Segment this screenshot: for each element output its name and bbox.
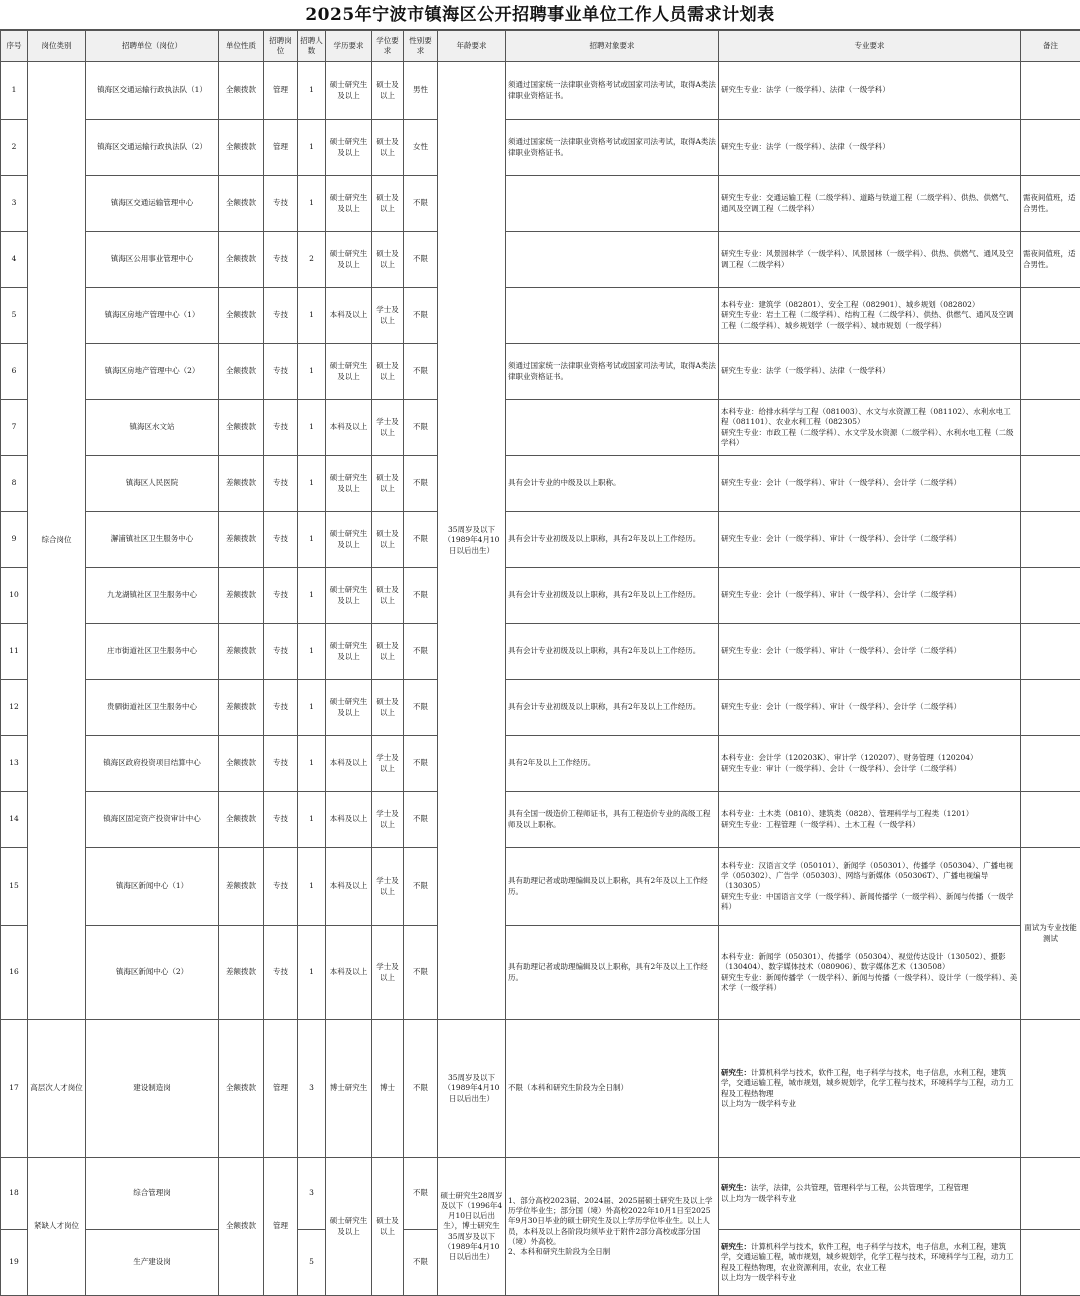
major-cell: 本科专业：会计学（120203K）、审计学（120207）、财务管理（120204） 研究生专业：审计（一级学科）、会计（一级学科）、会计学（二级学科） <box>719 736 1021 792</box>
table-row <box>1 624 1080 680</box>
table-row <box>1 848 1080 926</box>
header-cell: 年龄要求 <box>438 31 506 62</box>
remark-cell <box>1021 120 1080 176</box>
remark-cell <box>1021 512 1080 568</box>
count-cell: 3 <box>298 1020 326 1158</box>
table-row <box>1 176 1080 232</box>
header-cell: 单位性质 <box>219 31 264 62</box>
requirement-cell <box>506 232 719 288</box>
major-cell: 研究生专业：法学（一级学科）、法律（一级学科） <box>719 344 1021 400</box>
table-row <box>1 344 1080 400</box>
remark-cell <box>1021 736 1080 792</box>
education-cell: 硕士研究生及以上 <box>326 62 372 120</box>
header-cell: 序号 <box>1 31 28 62</box>
degree-cell: 硕士及以上 <box>372 456 404 512</box>
row-number: 5 <box>1 288 28 344</box>
major-cell: 研究生专业：会计（一级学科）、审计（一级学科）、会计学（二级学科） <box>719 624 1021 680</box>
degree-cell: 学士及以上 <box>372 926 404 1020</box>
row-number: 13 <box>1 736 28 792</box>
header-cell: 招聘对象要求 <box>506 31 719 62</box>
row-number: 1 <box>1 62 28 120</box>
category-cell: 高层次人才岗位 <box>28 1020 86 1158</box>
count-cell: 1 <box>298 400 326 456</box>
gender-cell: 不限 <box>404 512 438 568</box>
education-cell: 硕士研究生及以上 <box>326 624 372 680</box>
degree-cell: 硕士及以上 <box>372 120 404 176</box>
major-cell: 本科专业：汉语言文学（050101）、新闻学（050301）、传播学（050304）、广播电视学（050302）、广告学（050303）、网络与新媒体（050306T）、广播电视编导（130305） 研究生专业：中国语言文学（一级学科）、新闻传播学（一级学科）、新闻与传播（一级学科） <box>719 848 1021 926</box>
unit-cell: 澥浦镇社区卫生服务中心 <box>86 512 219 568</box>
degree-cell: 硕士及以上 <box>372 512 404 568</box>
nature-cell: 差额拨款 <box>219 568 264 624</box>
gender-cell: 不限 <box>404 1020 438 1158</box>
education-cell: 本科及以上 <box>326 848 372 926</box>
degree-cell: 学士及以上 <box>372 792 404 848</box>
post-cell: 专技 <box>264 512 298 568</box>
degree-cell: 硕士及以上 <box>372 1158 404 1296</box>
requirement-cell: 具有全国一级造价工程师证书，具有工程造价专业的高级工程师及以上职称。 <box>506 792 719 848</box>
degree-cell: 学士及以上 <box>372 736 404 792</box>
nature-cell: 差额拨款 <box>219 456 264 512</box>
unit-cell: 镇海区交通运输行政执法队（2） <box>86 120 219 176</box>
nature-cell: 差额拨款 <box>219 680 264 736</box>
education-cell: 本科及以上 <box>326 926 372 1020</box>
degree-cell: 硕士及以上 <box>372 232 404 288</box>
row-number: 10 <box>1 568 28 624</box>
degree-cell: 学士及以上 <box>372 848 404 926</box>
education-cell: 硕士研究生及以上 <box>326 344 372 400</box>
nature-cell: 差额拨款 <box>219 926 264 1020</box>
nature-cell: 全额拨款 <box>219 1020 264 1158</box>
requirement-cell: 具有会计专业的中级及以上职称。 <box>506 456 719 512</box>
row-number: 6 <box>1 344 28 400</box>
education-cell: 硕士研究生及以上 <box>326 176 372 232</box>
degree-cell: 硕士及以上 <box>372 568 404 624</box>
education-cell: 本科及以上 <box>326 736 372 792</box>
count-cell: 1 <box>298 512 326 568</box>
gender-cell: 不限 <box>404 288 438 344</box>
post-cell: 专技 <box>264 288 298 344</box>
row-number: 14 <box>1 792 28 848</box>
row-number: 18 <box>1 1158 28 1230</box>
unit-cell: 综合管理岗 <box>86 1158 219 1230</box>
unit-cell: 镇海区房地产管理中心（1） <box>86 288 219 344</box>
post-cell: 管理 <box>264 120 298 176</box>
remark-cell <box>1021 792 1080 848</box>
unit-cell: 九龙湖镇社区卫生服务中心 <box>86 568 219 624</box>
remark-cell <box>1021 456 1080 512</box>
requirement-cell: 具有会计专业初级及以上职称，具有2年及以上工作经历。 <box>506 624 719 680</box>
row-number: 2 <box>1 120 28 176</box>
table-row <box>1 1158 1080 1230</box>
requirement-cell: 具有助理记者或助理编辑及以上职称，具有2年及以上工作经历。 <box>506 926 719 1020</box>
row-number: 8 <box>1 456 28 512</box>
education-cell: 本科及以上 <box>326 792 372 848</box>
post-cell: 专技 <box>264 456 298 512</box>
requirement-cell <box>506 288 719 344</box>
requirement-cell <box>506 176 719 232</box>
remark-cell <box>1021 1230 1080 1296</box>
unit-cell: 镇海区固定资产投资审计中心 <box>86 792 219 848</box>
nature-cell: 全额拨款 <box>219 176 264 232</box>
age-cell: 35周岁及以下（1989年4月10日以后出生） <box>438 62 506 1020</box>
category-cell: 综合岗位 <box>28 62 86 1020</box>
gender-cell: 不限 <box>404 232 438 288</box>
degree-cell: 硕士及以上 <box>372 344 404 400</box>
remark-cell <box>1021 344 1080 400</box>
table-row <box>1 680 1080 736</box>
category-cell: 紧缺人才岗位 <box>28 1158 86 1296</box>
gender-cell: 女性 <box>404 120 438 176</box>
gender-cell: 不限 <box>404 1230 438 1296</box>
education-cell: 博士研究生 <box>326 1020 372 1158</box>
gender-cell: 不限 <box>404 176 438 232</box>
header-cell: 专业要求 <box>719 31 1021 62</box>
gender-cell: 不限 <box>404 1158 438 1230</box>
nature-cell: 差额拨款 <box>219 624 264 680</box>
header-cell: 性别要求 <box>404 31 438 62</box>
remark-cell <box>1021 680 1080 736</box>
gender-cell: 不限 <box>404 456 438 512</box>
gender-cell: 不限 <box>404 848 438 926</box>
education-cell: 本科及以上 <box>326 288 372 344</box>
page-title: 2025年宁波市镇海区公开招聘事业单位工作人员需求计划表 <box>0 0 1080 30</box>
major-cell: 研究生专业：法学（一级学科）、法律（一级学科） <box>719 62 1021 120</box>
education-cell: 硕士研究生及以上 <box>326 680 372 736</box>
unit-cell: 镇海区公用事业管理中心 <box>86 232 219 288</box>
requirement-cell: 具有会计专业初级及以上职称，具有2年及以上工作经历。 <box>506 680 719 736</box>
degree-cell: 硕士及以上 <box>372 680 404 736</box>
major-cell: 研究生专业：风景园林学（一级学科）、风景园林（一级学科）、供热、供燃气、通风及空调工程（二级学科） <box>719 232 1021 288</box>
gender-cell: 不限 <box>404 792 438 848</box>
remark-cell <box>1021 1158 1080 1230</box>
row-number: 3 <box>1 176 28 232</box>
count-cell: 1 <box>298 456 326 512</box>
count-cell: 1 <box>298 736 326 792</box>
nature-cell: 全额拨款 <box>219 736 264 792</box>
education-cell: 本科及以上 <box>326 400 372 456</box>
header-cell: 学历要求 <box>326 31 372 62</box>
unit-cell: 镇海区人民医院 <box>86 456 219 512</box>
major-cell: 研究生专业：法学（一级学科）、法律（一级学科） <box>719 120 1021 176</box>
remark-cell <box>1021 1020 1080 1158</box>
age-cell: 35周岁及以下（1989年4月10日以后出生） <box>438 1020 506 1158</box>
row-number: 16 <box>1 926 28 1020</box>
requirement-cell: 须通过国家统一法律职业资格考试或国家司法考试，取得A类法律职业资格证书。 <box>506 120 719 176</box>
unit-cell: 建设制造岗 <box>86 1020 219 1158</box>
count-cell: 3 <box>298 1158 326 1230</box>
major-cell: 研究生：计算机科学与技术，软件工程，电子科学与技术，电子信息，水利工程，建筑学，交通运输工程，城市规划，城乡规划学，化学工程与技术，环境科学与工程，动力工程及工程热物理，农业资源利用，农业，农业工程 以上均为一级学科专业 <box>719 1230 1021 1296</box>
header-cell: 招聘岗位 <box>264 31 298 62</box>
post-cell: 管理 <box>264 1158 298 1296</box>
table-row <box>1 792 1080 848</box>
remark-cell <box>1021 62 1080 120</box>
remark-cell: 需夜间值班，适合男性。 <box>1021 232 1080 288</box>
education-cell: 硕士研究生及以上 <box>326 1158 372 1296</box>
requirement-cell: 须通过国家统一法律职业资格考试或国家司法考试，取得A类法律职业资格证书。 <box>506 344 719 400</box>
post-cell: 专技 <box>264 680 298 736</box>
header-cell: 招聘人数 <box>298 31 326 62</box>
gender-cell: 不限 <box>404 680 438 736</box>
post-cell: 专技 <box>264 926 298 1020</box>
degree-cell: 硕士及以上 <box>372 624 404 680</box>
table-row <box>1 62 1080 120</box>
requirement-cell <box>506 400 719 456</box>
nature-cell: 全额拨款 <box>219 400 264 456</box>
remark-cell <box>1021 568 1080 624</box>
post-cell: 专技 <box>264 736 298 792</box>
post-cell: 专技 <box>264 792 298 848</box>
post-cell: 专技 <box>264 344 298 400</box>
table-row <box>1 232 1080 288</box>
gender-cell: 不限 <box>404 400 438 456</box>
row-number: 11 <box>1 624 28 680</box>
post-cell: 专技 <box>264 176 298 232</box>
row-number: 17 <box>1 1020 28 1158</box>
degree-cell: 硕士及以上 <box>372 62 404 120</box>
remark-cell <box>1021 288 1080 344</box>
nature-cell: 差额拨款 <box>219 848 264 926</box>
post-cell: 专技 <box>264 568 298 624</box>
unit-cell: 贵驷街道社区卫生服务中心 <box>86 680 219 736</box>
count-cell: 1 <box>298 568 326 624</box>
count-cell: 1 <box>298 120 326 176</box>
major-cell: 本科专业：给排水科学与工程（081003）、水文与水资源工程（081102）、水利水电工程（081101）、农业水利工程（082305） 研究生专业：市政工程（二级学科）、水文学及水资源（二级学科）、水利水电工程（二级学科） <box>719 400 1021 456</box>
requirement-cell: 须通过国家统一法律职业资格考试或国家司法考试，取得A类法律职业资格证书。 <box>506 62 719 120</box>
count-cell: 1 <box>298 848 326 926</box>
unit-cell: 镇海区政府投资项目结算中心 <box>86 736 219 792</box>
age-cell: 硕士研究生28周岁及以下（1996年4月10日以后出生），博士研究生35周岁及以下（1989年4月10日以后出生） <box>438 1158 506 1296</box>
post-cell: 专技 <box>264 232 298 288</box>
gender-cell: 不限 <box>404 568 438 624</box>
remark-cell <box>1021 624 1080 680</box>
requirement-cell: 具有2年及以上工作经历。 <box>506 736 719 792</box>
header-cell: 学位要求 <box>372 31 404 62</box>
major-cell: 研究生专业：交通运输工程（二级学科）、道路与铁道工程（二级学科）、供热、供燃气、通风及空调工程（二级学科） <box>719 176 1021 232</box>
gender-cell: 男性 <box>404 62 438 120</box>
count-cell: 1 <box>298 62 326 120</box>
row-number: 9 <box>1 512 28 568</box>
unit-cell: 镇海区新闻中心（2） <box>86 926 219 1020</box>
unit-cell: 镇海区交通运输行政执法队（1） <box>86 62 219 120</box>
header-cell: 备注 <box>1021 31 1080 62</box>
gender-cell: 不限 <box>404 736 438 792</box>
education-cell: 硕士研究生及以上 <box>326 512 372 568</box>
count-cell: 1 <box>298 680 326 736</box>
count-cell: 1 <box>298 624 326 680</box>
degree-cell: 学士及以上 <box>372 400 404 456</box>
degree-cell: 博士 <box>372 1020 404 1158</box>
major-cell: 本科专业：建筑学（082801）、安全工程（082901）、城乡规划（082802） 研究生专业：岩土工程（二级学科）、结构工程（二级学科）、供热、供燃气、通风及空调工程（二级学科）、城乡规划学（一级学科）、城市规划（一级学科） <box>719 288 1021 344</box>
count-cell: 1 <box>298 288 326 344</box>
count-cell: 1 <box>298 926 326 1020</box>
table-row <box>1 1020 1080 1158</box>
row-number: 12 <box>1 680 28 736</box>
row-number: 15 <box>1 848 28 926</box>
degree-cell: 硕士及以上 <box>372 176 404 232</box>
count-cell: 1 <box>298 344 326 400</box>
post-cell: 专技 <box>264 624 298 680</box>
requirement-cell: 具有助理记者或助理编辑及以上职称，具有2年及以上工作经历。 <box>506 848 719 926</box>
major-cell: 研究生：法学，法律，公共管理，管理科学与工程，公共管理学，工程管理 以上均为一级学科专业 <box>719 1158 1021 1230</box>
major-cell: 本科专业：土木类（0810）、建筑类（0828）、管理科学与工程类（1201） 研究生专业：工程管理（一级学科）、土木工程（一级学科） <box>719 792 1021 848</box>
unit-cell: 镇海区新闻中心（1） <box>86 848 219 926</box>
post-cell: 管理 <box>264 62 298 120</box>
table-row <box>1 288 1080 344</box>
table-row <box>1 400 1080 456</box>
row-number: 4 <box>1 232 28 288</box>
requirement-cell: 1、部分高校2023届、2024届、2025届硕士研究生及以上学历学位毕业生；部分国（境）外高校2022年10月1日至2025年9月30日毕业的硕士研究生及以上学历学位毕业生。以上人员，本科及以上各阶段均须毕业于附件2部分高校或部分国（境）外高校。 2、本科和研究生阶段为全日制 <box>506 1158 719 1296</box>
gender-cell: 不限 <box>404 344 438 400</box>
major-cell: 研究生专业：会计（一级学科）、审计（一级学科）、会计学（二级学科） <box>719 568 1021 624</box>
nature-cell: 全额拨款 <box>219 232 264 288</box>
count-cell: 2 <box>298 232 326 288</box>
header-row <box>1 31 1080 62</box>
count-cell: 5 <box>298 1230 326 1296</box>
header-cell: 招聘单位（岗位） <box>86 31 219 62</box>
education-cell: 硕士研究生及以上 <box>326 456 372 512</box>
major-cell: 研究生专业：会计（一级学科）、审计（一级学科）、会计学（二级学科） <box>719 512 1021 568</box>
remark-cell: 需夜间值班，适合男性。 <box>1021 176 1080 232</box>
post-cell: 管理 <box>264 1020 298 1158</box>
header-cell: 岗位类别 <box>28 31 86 62</box>
remark-cell: 面试为专业技能测试 <box>1021 848 1080 1020</box>
table-row <box>1 120 1080 176</box>
unit-cell: 镇海区交通运输管理中心 <box>86 176 219 232</box>
gender-cell: 不限 <box>404 624 438 680</box>
post-cell: 专技 <box>264 400 298 456</box>
major-cell: 研究生专业：会计（一级学科）、审计（一级学科）、会计学（二级学科） <box>719 456 1021 512</box>
table-row <box>1 926 1080 1020</box>
degree-cell: 学士及以上 <box>372 288 404 344</box>
row-number: 7 <box>1 400 28 456</box>
table-row <box>1 736 1080 792</box>
nature-cell: 全额拨款 <box>219 62 264 120</box>
remark-cell <box>1021 400 1080 456</box>
education-cell: 硕士研究生及以上 <box>326 232 372 288</box>
unit-cell: 庄市街道社区卫生服务中心 <box>86 624 219 680</box>
education-cell: 硕士研究生及以上 <box>326 568 372 624</box>
requirement-cell: 不限（本科和研究生阶段为全日制） <box>506 1020 719 1158</box>
unit-cell: 镇海区水文站 <box>86 400 219 456</box>
major-cell: 研究生专业：会计（一级学科）、审计（一级学科）、会计学（二级学科） <box>719 680 1021 736</box>
education-cell: 硕士研究生及以上 <box>326 120 372 176</box>
recruitment-table <box>0 30 1080 1296</box>
requirement-cell: 具有会计专业初级及以上职称，具有2年及以上工作经历。 <box>506 568 719 624</box>
post-cell: 专技 <box>264 848 298 926</box>
nature-cell: 全额拨款 <box>219 1158 264 1296</box>
row-number: 19 <box>1 1230 28 1296</box>
gender-cell: 不限 <box>404 926 438 1020</box>
count-cell: 1 <box>298 176 326 232</box>
nature-cell: 全额拨款 <box>219 288 264 344</box>
nature-cell: 全额拨款 <box>219 120 264 176</box>
nature-cell: 差额拨款 <box>219 512 264 568</box>
major-cell: 本科专业：新闻学（050301）、传播学（050304）、视觉传达设计（130502）、摄影（130404）、数字媒体技术（080906）、数字媒体艺术（130508） 研究生专业：新闻传播学（一级学科）、新闻与传播（一级学科）、设计学（一级学科）、美术学（一级学科） <box>719 926 1021 1020</box>
unit-cell: 镇海区房地产管理中心（2） <box>86 344 219 400</box>
requirement-cell: 具有会计专业初级及以上职称，具有2年及以上工作经历。 <box>506 512 719 568</box>
table-row <box>1 456 1080 512</box>
major-cell: 研究生：计算机科学与技术，软件工程，电子科学与技术，电子信息，水利工程，建筑学，交通运输工程，城市规划，城乡规划学，化学工程与技术，环境科学与工程，动力工程及工程热物理 以上均为一级学科专业 <box>719 1020 1021 1158</box>
table-row <box>1 568 1080 624</box>
nature-cell: 全额拨款 <box>219 344 264 400</box>
table-row <box>1 512 1080 568</box>
unit-cell: 生产建设岗 <box>86 1230 219 1296</box>
count-cell: 1 <box>298 792 326 848</box>
nature-cell: 全额拨款 <box>219 792 264 848</box>
